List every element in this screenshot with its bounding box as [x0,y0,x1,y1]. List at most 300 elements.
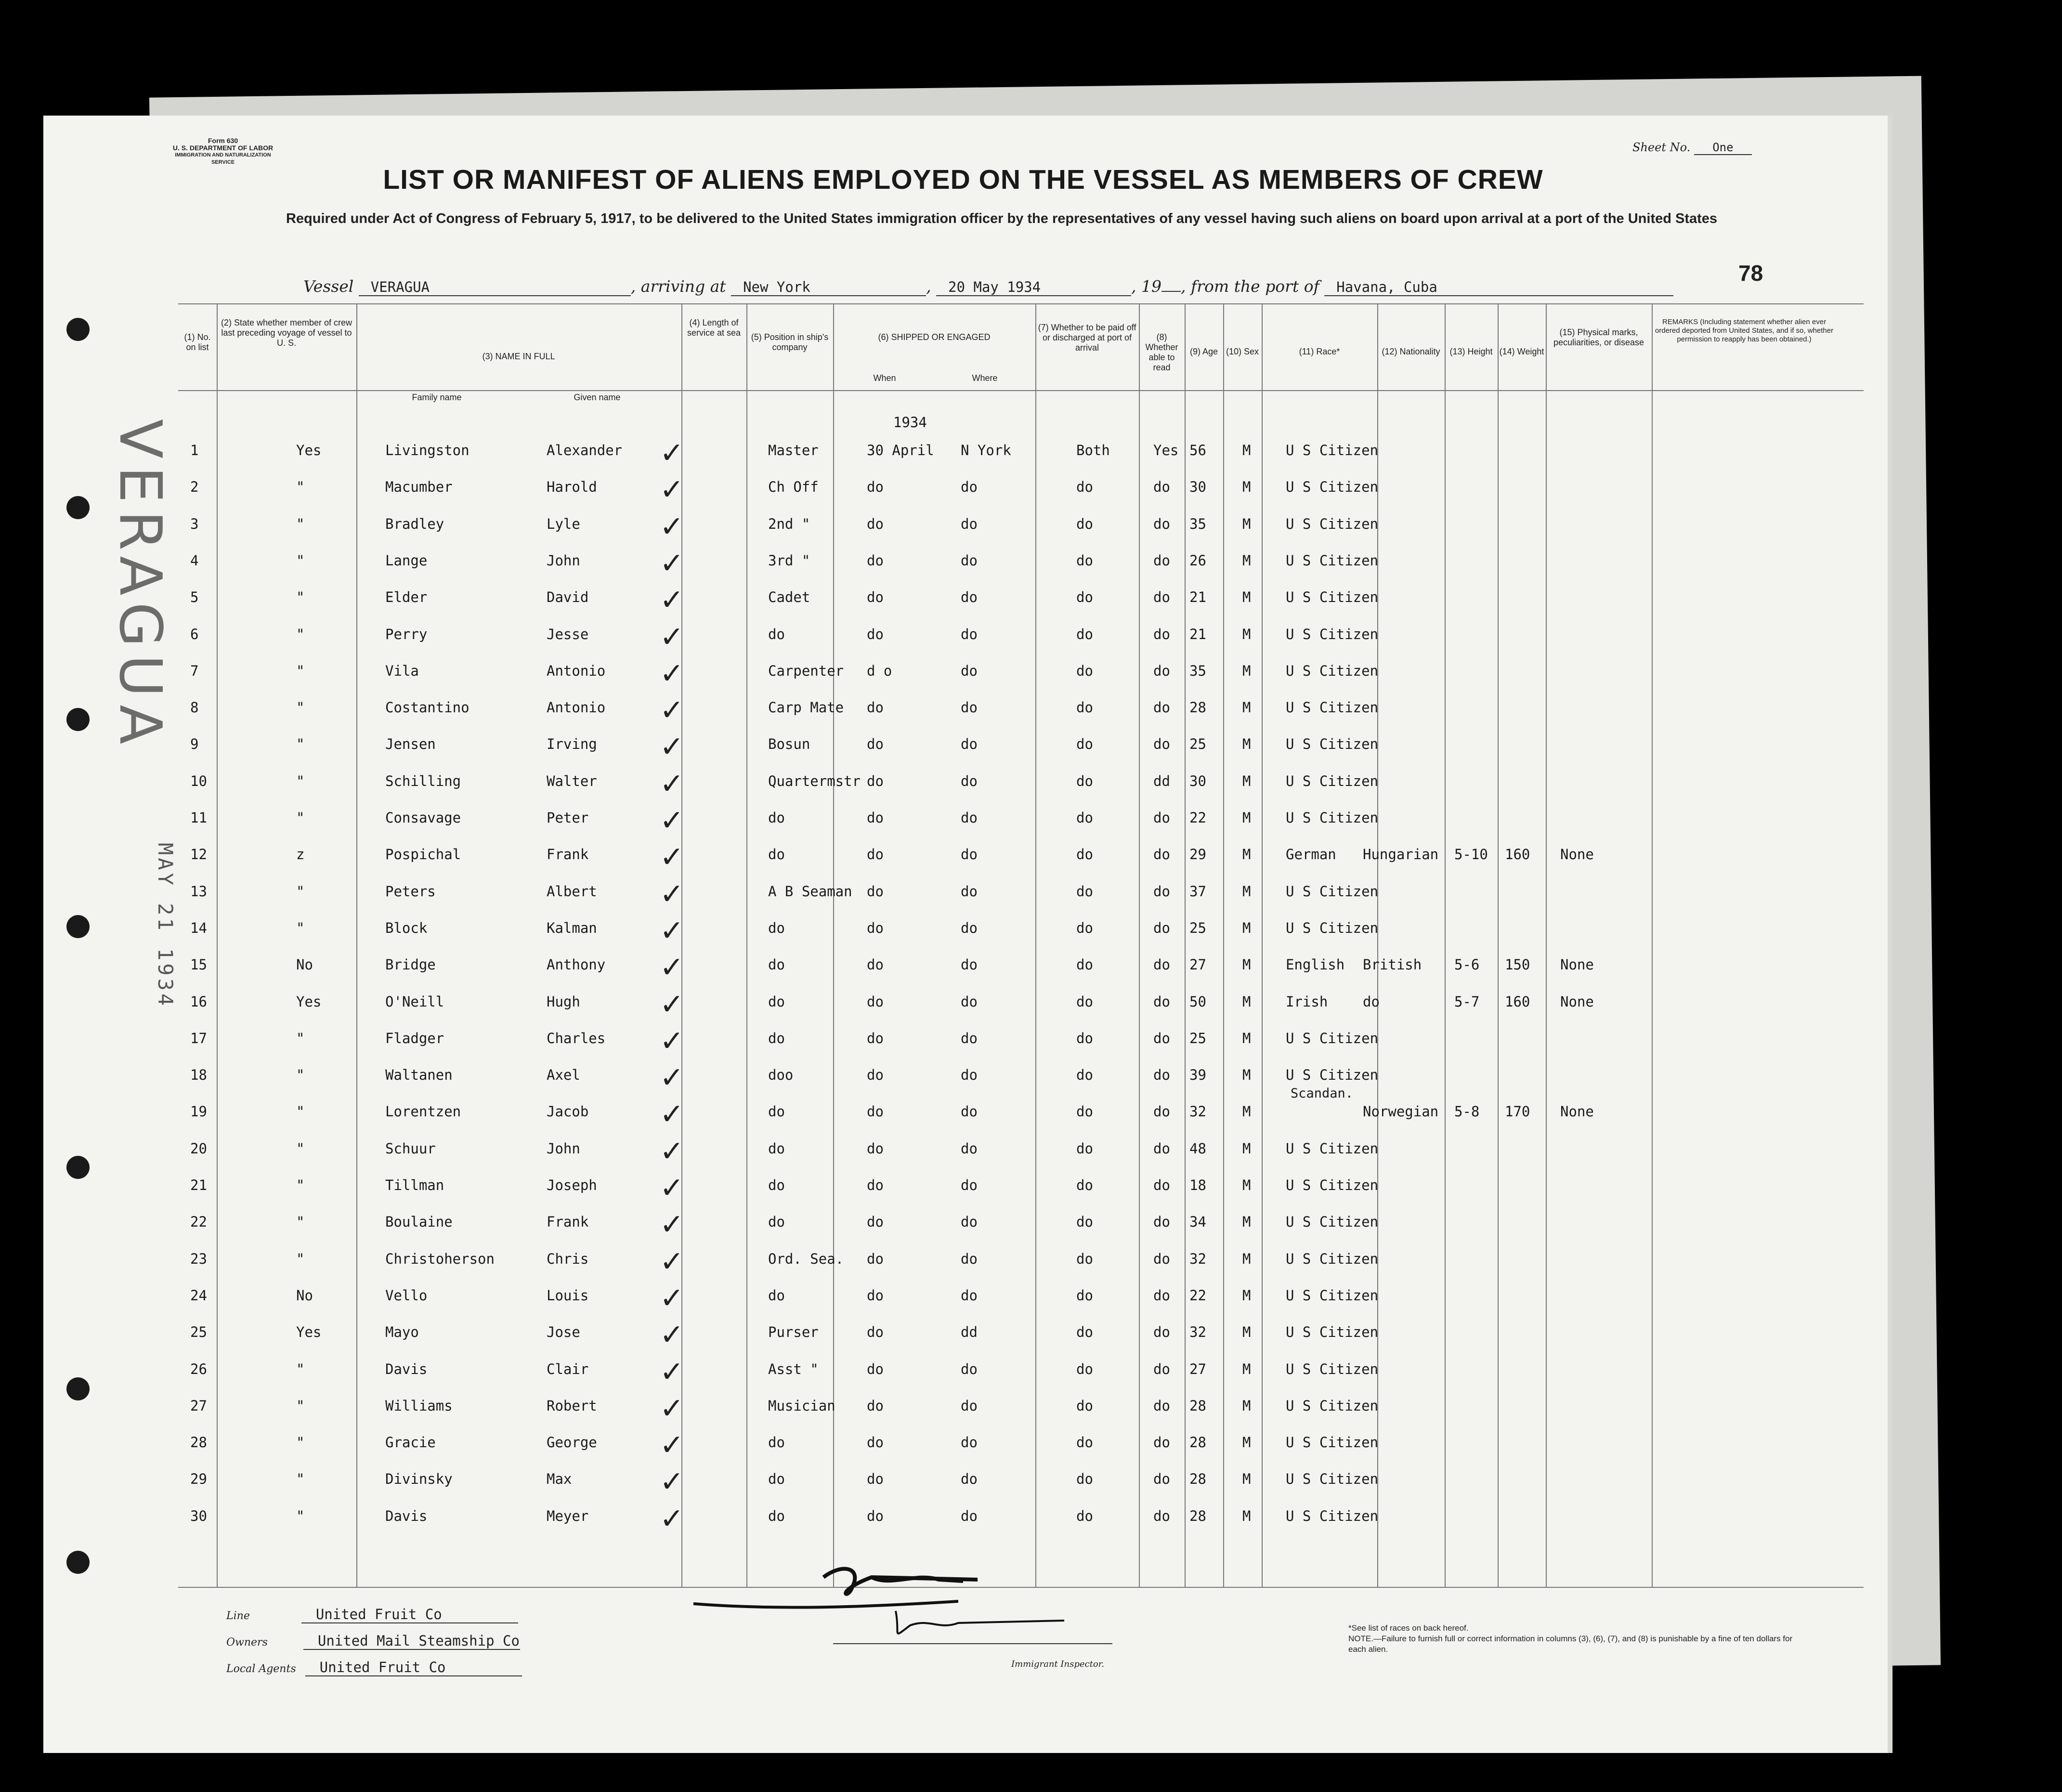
cell-when: do [867,993,884,1010]
cell-when: do [867,1397,884,1414]
cell-position: do [768,810,785,826]
cell-family: Perry [385,626,428,642]
cell-family: Lange [385,552,428,569]
cell-prev: Yes [296,442,322,458]
service-checkmark: ✓ [660,804,684,837]
header-position: (5) Position in ship's company [751,332,829,352]
cell-where: do [961,662,978,679]
cell-position: A B Seaman [768,883,852,900]
cell-given: Antonio [547,662,606,679]
cell-prev: No [296,1287,313,1304]
cell-family: Livingston [385,442,470,458]
cell-race: Irish [1286,993,1328,1010]
cell-read: do [1153,626,1170,642]
penalty-note: NOTE.—Failure to furnish full or correct information in columns (3), (6), (7), and (8) is punishable by a fine of ten dollars for each alien. [1348,1634,1793,1654]
cell-prev: Yes [296,993,322,1010]
cell-read: do [1153,810,1170,826]
cell-prev: Yes [296,1324,322,1341]
cell-marks: None [1560,846,1594,863]
cell-when: do [867,1177,884,1193]
cell-no: 13 [190,883,207,900]
cell-family: Gracie [385,1434,436,1451]
cell-sex: M [1242,699,1251,716]
cell-position: Ch Off [768,479,819,496]
cell-age: 30 [1189,479,1206,496]
cell-prev: " [296,1140,305,1157]
cell-given: Lyle [547,515,580,532]
cell-where: dd [961,1324,978,1341]
races-note: *See list of races on back hereof. [1348,1623,1469,1633]
cell-position: do [768,1214,785,1230]
cell-race: U S Citizen [1286,1214,1379,1230]
cell-when: do [867,1214,884,1230]
service-checkmark: ✓ [660,1428,684,1463]
cell-age: 25 [1189,919,1206,936]
table-row [0,1465,1685,1499]
service-checkmark: ✓ [660,473,684,507]
cell-position: Musician [768,1397,835,1414]
cell-sex: M [1242,1140,1251,1157]
cell-race: U S Citizen [1286,1177,1379,1193]
cell-read: do [1153,1214,1170,1230]
cell-sex: M [1242,956,1251,973]
cell-given: Albert [547,883,597,900]
cell-prev: " [296,552,305,569]
cell-sex: M [1242,1471,1251,1488]
cell-sex: M [1242,883,1251,900]
departure-port: Havana, Cuba [1324,279,1673,296]
cell-paid: do [1076,479,1093,496]
agents-field [226,1659,522,1676]
table-row [0,1098,1685,1132]
year-note: 1934 [893,414,927,431]
cell-family: Bradley [385,515,444,532]
cell-read: do [1153,1360,1170,1377]
service-checkmark: ✓ [660,583,684,617]
cell-when: do [867,736,884,753]
cell-where: do [961,956,978,973]
cell-paid: do [1076,1471,1093,1488]
table-row [0,546,1685,580]
cell-no: 9 [190,736,199,753]
cell-age: 28 [1189,1507,1206,1524]
cell-prev: " [296,1434,305,1451]
cell-when: do [867,1507,884,1524]
cell-no: 24 [190,1287,207,1304]
cell-family: Williams [385,1397,453,1414]
cell-where: do [961,552,978,569]
table-row [0,951,1685,985]
cell-paid: do [1076,1140,1093,1157]
department: U. S. DEPARTMENT OF LABOR [172,144,274,152]
cell-paid: do [1076,1434,1093,1451]
cell-family: Boulaine [385,1214,453,1230]
inspector-signature [689,1558,1122,1654]
cell-when: do [867,699,884,716]
cell-family: Lorentzen [385,1103,461,1120]
service-checkmark: ✓ [660,1318,684,1352]
cell-sex: M [1242,1360,1251,1377]
cell-when: do [867,1140,884,1157]
cell-height: 5-6 [1454,956,1480,973]
cell-weight: 150 [1505,956,1530,973]
header-where: Where [972,373,998,383]
service-checkmark: ✓ [660,1098,684,1132]
cell-race: U S Citizen [1286,1397,1379,1414]
cell-paid: do [1076,699,1093,716]
cell-prev: " [296,1067,305,1084]
cell-sex: M [1242,1103,1251,1120]
cell-race: U S Citizen [1286,552,1379,569]
service-checkmark: ✓ [660,510,684,544]
cell-race: U S Citizen [1286,1324,1379,1341]
cell-sex: M [1242,1324,1251,1341]
cell-read: do [1153,515,1170,532]
cell-position: 2nd " [768,515,810,532]
cell-age: 26 [1189,552,1206,569]
cell-given: John [547,1140,580,1157]
cell-race: U S Citizen [1286,626,1379,642]
cell-prev: " [296,772,305,789]
cell-race: U S Citizen [1286,1507,1379,1524]
cell-age: 48 [1189,1140,1206,1157]
cell-age: 29 [1189,846,1206,863]
cell-sex: M [1242,626,1251,642]
table-row [0,914,1685,948]
cell-read: do [1153,1324,1170,1341]
cell-read: do [1153,1103,1170,1120]
header-physical-marks: (15) Physical marks, peculiarities, or disease [1553,327,1644,347]
cell-no: 27 [190,1397,207,1414]
cell-where: do [961,699,978,716]
cell-no: 17 [190,1030,207,1046]
cell-read: do [1153,1177,1170,1193]
cell-where: do [961,626,978,642]
handwritten-number: 78 [1738,261,1763,286]
arriving-label: arriving at [640,277,726,296]
cell-when: do [867,919,884,936]
cell-family: Mayo [385,1324,419,1341]
service-checkmark: ✓ [660,693,684,728]
cell-where: do [961,919,978,936]
service-checkmark: ✓ [660,767,684,801]
cell-read: do [1153,1397,1170,1414]
cell-age: 28 [1189,1471,1206,1488]
cell-paid: do [1076,1397,1093,1414]
cell-read: do [1153,1507,1170,1524]
service-checkmark: ✓ [660,987,684,1021]
cell-given: Peter [547,810,589,826]
cell-no: 20 [190,1140,207,1157]
service-checkmark: ✓ [660,1502,684,1536]
cell-race: English [1286,956,1345,973]
cell-read: do [1153,1067,1170,1084]
cell-position: Carp Mate [768,699,844,716]
cell-sex: M [1242,1030,1251,1046]
cell-no: 22 [190,1214,207,1230]
cell-no: 14 [190,919,207,936]
header-shipped: (6) SHIPPED OR ENGAGED [878,332,991,342]
table-row [0,656,1685,691]
cell-no: 23 [190,1250,207,1267]
cell-nat: Norwegian [1363,1103,1439,1120]
race-correction-note: Scandan. [1291,1086,1354,1101]
cell-sex: M [1242,772,1251,789]
service-checkmark: ✓ [660,1465,684,1499]
service-checkmark: ✓ [660,1171,684,1205]
cell-where: do [961,1214,978,1230]
cell-where: do [961,736,978,753]
cell-position: do [768,846,785,863]
cell-given: Chris [547,1250,589,1267]
table-row [0,473,1685,507]
table-row [0,730,1685,764]
cell-family: Costantino [385,699,470,716]
cell-paid: Both [1076,442,1110,458]
cell-read: Yes [1153,442,1179,458]
cell-sex: M [1242,1177,1251,1193]
table-row [0,1355,1685,1389]
cell-when: do [867,772,884,789]
service-checkmark: ✓ [660,1391,684,1426]
table-row [0,804,1685,837]
service-checkmark: ✓ [660,1244,684,1279]
cell-race: U S Citizen [1286,1360,1379,1377]
cell-race: U S Citizen [1286,1140,1379,1157]
cell-sex: M [1242,919,1251,936]
cell-read: do [1153,883,1170,900]
inspector-label: Immigrant Inspector. [1011,1659,1105,1669]
cell-age: 21 [1189,626,1206,642]
cell-position: Ord. Sea. [768,1250,844,1267]
cell-age: 27 [1189,1360,1206,1377]
cell-sex: M [1242,1287,1251,1304]
cell-no: 4 [190,552,199,569]
header-paid-off: (7) Whether to be paid off or discharged at port of arrival [1038,323,1136,353]
cell-given: Hugh [547,993,580,1010]
cell-age: 21 [1189,589,1206,606]
header-weight: (14) Weight [1499,347,1544,356]
cell-no: 7 [190,662,199,679]
arrival-date: 20 May 1934 [936,279,1131,296]
cell-where: do [961,1507,978,1524]
cell-no: 5 [190,589,199,606]
table-row [0,436,1685,470]
cell-given: Harold [547,479,597,496]
cell-where: do [961,515,978,532]
cell-prev: " [296,662,305,679]
cell-family: Davis [385,1360,428,1377]
table-row [0,987,1685,1021]
cell-when: do [867,810,884,826]
cell-family: Pospichal [385,846,461,863]
header-given-name: Given name [574,392,621,402]
cell-prev: " [296,883,305,900]
cell-position: doo [768,1067,794,1084]
cell-sex: M [1242,810,1251,826]
cell-family: Divinsky [385,1471,453,1488]
cell-where: do [961,883,978,900]
cell-position: Cadet [768,589,810,606]
cell-family: Jensen [385,736,436,753]
cell-paid: do [1076,1214,1093,1230]
cell-position: do [768,1177,785,1193]
cell-when: do [867,956,884,973]
header-age: (9) Age [1189,347,1218,356]
cell-when: do [867,1103,884,1120]
vessel-name: VERAGUA [359,279,631,296]
service-checkmark: ✓ [660,1024,684,1058]
cell-family: Schilling [385,772,461,789]
cell-age: 22 [1189,810,1206,826]
service-checkmark: ✓ [660,877,684,911]
cell-height: 5-7 [1454,993,1480,1010]
cell-age: 25 [1189,1030,1206,1046]
cell-paid: do [1076,626,1093,642]
cell-paid: do [1076,589,1093,606]
cell-where: do [961,846,978,863]
cell-family: Schuur [385,1140,436,1157]
cell-paid: do [1076,810,1093,826]
cell-paid: do [1076,846,1093,863]
cell-race: U S Citizen [1286,1067,1379,1084]
header-previous-voyage: (2) State whether member of crew last preceding voyage of vessel to U. S. [221,318,352,348]
cell-race: U S Citizen [1286,699,1379,716]
cell-position: do [768,919,785,936]
cell-when: do [867,846,884,863]
cell-given: Axel [547,1067,580,1084]
cell-family: Block [385,919,428,936]
service: IMMIGRATION AND NATURALIZATION SERVICE [175,152,271,165]
cell-where: do [961,479,978,496]
cell-age: 39 [1189,1067,1206,1084]
agents-value: United Fruit Co [305,1659,522,1676]
cell-paid: do [1076,1287,1093,1304]
table-row [0,583,1685,617]
cell-race: U S Citizen [1286,442,1379,458]
cell-nat: Hungarian [1363,846,1439,863]
cell-age: 37 [1189,883,1206,900]
cell-given: Joseph [547,1177,597,1193]
cell-read: do [1153,956,1170,973]
cell-read: do [1153,1471,1170,1488]
cell-no: 18 [190,1067,207,1084]
cell-position: do [768,1287,785,1304]
cell-read: do [1153,479,1170,496]
cell-where: do [961,1434,978,1451]
service-checkmark: ✓ [660,436,684,470]
cell-when: do [867,1287,884,1304]
cell-sex: M [1242,1067,1251,1084]
cell-where: do [961,1471,978,1488]
cell-prev: " [296,810,305,826]
header-service-length: (4) Length of service at sea [687,318,741,338]
cell-read: do [1153,552,1170,569]
cell-paid: do [1076,736,1093,753]
cell-race: U S Citizen [1286,810,1379,826]
cell-prev: " [296,515,305,532]
cell-given: Meyer [547,1507,589,1524]
cell-paid: do [1076,1177,1093,1193]
header-height: (13) Height [1449,347,1493,356]
cell-position: do [768,626,785,642]
vessel-label: Vessel [303,277,354,296]
service-checkmark: ✓ [660,914,684,948]
cell-prev: " [296,626,305,642]
table-row [0,1502,1685,1536]
cell-position: Asst " [768,1360,819,1377]
cell-position: Bosun [768,736,810,753]
cell-position: do [768,1507,785,1524]
cell-position: do [768,1140,785,1157]
vessel-name-stamp: VERAGUA [106,419,173,752]
table-row [0,1134,1685,1168]
cell-when: 30 April [867,442,934,458]
cell-no: 10 [190,772,207,789]
cell-position: do [768,993,785,1010]
binder-hole [66,318,90,341]
cell-where: do [961,1360,978,1377]
cell-when: do [867,626,884,642]
cell-read: do [1153,699,1170,716]
cell-age: 32 [1189,1324,1206,1341]
cell-read: do [1153,589,1170,606]
cell-read: do [1153,846,1170,863]
cell-read: do [1153,1030,1170,1046]
cell-no: 29 [190,1471,207,1488]
header-family-name: Family name [412,392,462,402]
service-checkmark: ✓ [660,1355,684,1389]
cell-no: 3 [190,515,199,532]
footer-notes [1348,1623,1806,1655]
cell-given: Charles [547,1030,606,1046]
cell-no: 16 [190,993,207,1010]
cell-sex: M [1242,1434,1251,1451]
cell-sex: M [1242,589,1251,606]
cell-height: 5-8 [1454,1103,1480,1120]
table-row [0,767,1685,801]
cell-sex: M [1242,442,1251,458]
cell-paid: do [1076,1507,1093,1524]
owners-label: Owners [226,1636,268,1648]
table-row [0,510,1685,544]
cell-where: do [961,589,978,606]
cell-prev: " [296,1360,305,1377]
table-row [0,620,1685,654]
cell-age: 32 [1189,1250,1206,1267]
cell-race: U S Citizen [1286,1030,1379,1046]
cell-where: do [961,1140,978,1157]
cell-family: Vila [385,662,419,679]
cell-prev: " [296,1397,305,1414]
service-checkmark: ✓ [660,546,684,580]
cell-race: U S Citizen [1286,1471,1379,1488]
header-no: (1) No. on list [184,332,211,352]
cell-prev: " [296,479,305,496]
cell-family: Vello [385,1287,428,1304]
cell-age: 35 [1189,515,1206,532]
cell-paid: do [1076,552,1093,569]
cell-race: U S Citizen [1286,479,1379,496]
cell-no: 19 [190,1103,207,1120]
cell-no: 21 [190,1177,207,1193]
table-row [0,1428,1685,1463]
cell-marks: None [1560,993,1594,1010]
cell-given: Jacob [547,1103,589,1120]
cell-family: O'Neill [385,993,444,1010]
cell-where: N York [961,442,1011,458]
sheet-value: One [1694,141,1752,155]
